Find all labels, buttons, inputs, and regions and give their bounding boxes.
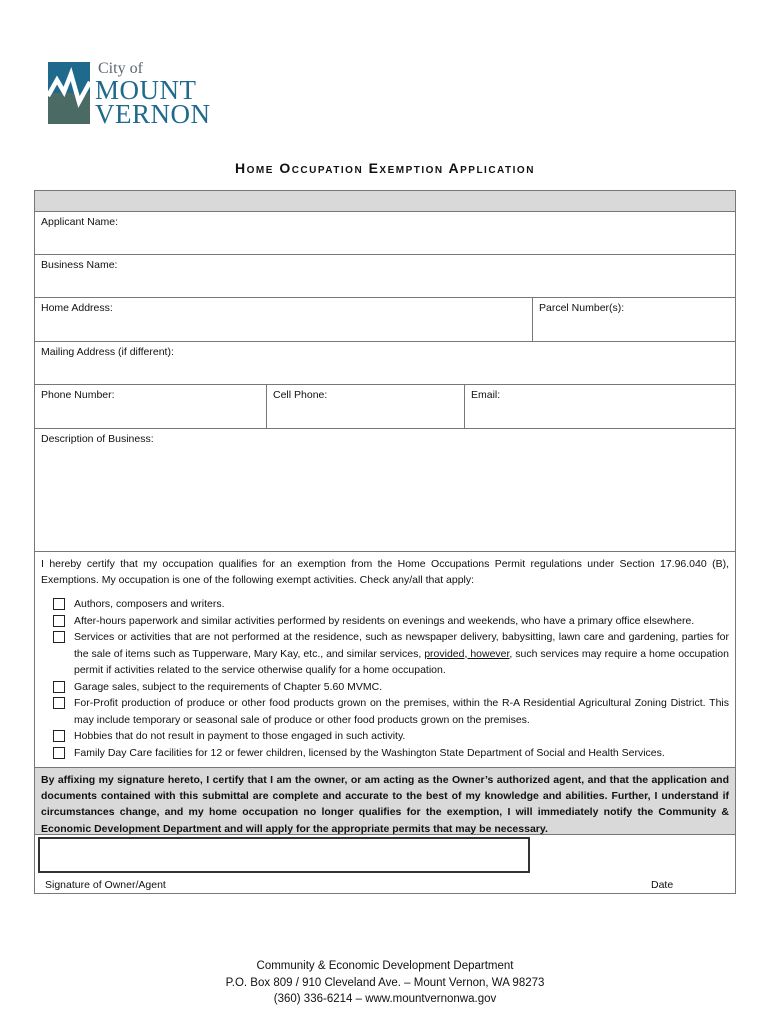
mailing-address-field[interactable] [35, 342, 735, 384]
checkbox-day-care[interactable] [53, 747, 65, 759]
home-address-field[interactable] [35, 298, 533, 341]
footer-contact: (360) 336-6214 – www.mountvernonwa.gov [273, 993, 497, 1005]
business-name-label: Business Name: [41, 259, 118, 271]
logo-mount: MOUNT [95, 75, 197, 105]
application-form [34, 190, 736, 894]
applicant-name-row [35, 212, 735, 255]
option-text [74, 629, 729, 679]
exemption-options [41, 596, 729, 761]
option-text: For-Profit production of produce or other food products grown on the premises, within the R-A Residential Agricultural Zoning District. This may include temporary or seasonal sale of produce or other food products grown on the premises. [74, 697, 729, 726]
certify-intro: I hereby certify that my occupation qualifies for an exemption from the Home Occupations Permit regulations under Section 17.96.040 (B), Exemptions. My occupation is one of the following exempt activities. Check any/all that apply: [41, 558, 729, 586]
applicant-name-field[interactable] [35, 212, 735, 254]
option-garage-sales [53, 679, 729, 696]
checkbox-hobbies[interactable] [53, 730, 65, 742]
description-row [35, 429, 735, 552]
footer-address: P.O. Box 809 / 910 Cleveland Ave. – Mount Vernon, WA 98273 [225, 976, 545, 989]
cell-phone-field[interactable] [267, 385, 465, 428]
checkbox-authors[interactable] [53, 598, 65, 610]
option-after-hours [53, 613, 729, 630]
city-logo [40, 52, 215, 137]
business-name-field[interactable] [35, 255, 735, 297]
applicant-name-label: Applicant Name: [41, 216, 119, 228]
option-text: Family Day Care facilities for 12 or fewer children, licensed by the Washington State Department of Social and Health Services. [74, 746, 665, 759]
contact-row [35, 385, 735, 429]
certification-section [35, 552, 735, 768]
signature-label: Signature of Owner/Agent [45, 879, 166, 891]
logo-city-of: City of [98, 60, 143, 77]
parcel-numbers-field[interactable] [533, 298, 735, 341]
option-services [53, 629, 729, 679]
mountain-logo-icon [48, 62, 90, 124]
header-band [35, 191, 735, 212]
description-field[interactable] [35, 429, 735, 551]
footer [0, 958, 770, 1008]
option-services-pre: Services or activities that are not performed at the residence, such as newspaper delivery, babysitting, lawn care and gardening, parties for the sale of items such as Tupperware, Mary Kay, etc., and similar services, [74, 631, 729, 660]
description-label: Description of Business: [41, 433, 154, 445]
option-services-post: such services may require a home occupation permit if activities related to the service otherwise qualify for a home occupation. [74, 647, 729, 676]
checkbox-services[interactable] [53, 631, 65, 643]
signature-section [35, 835, 735, 893]
option-authors [53, 596, 729, 613]
page-title: Home Occupation Exemption Application [235, 160, 535, 176]
email-field[interactable] [465, 385, 735, 428]
option-text: After-hours paperwork and similar activities performed by residents on evenings and weekends, who have a primary office elsewhere. [74, 614, 695, 627]
option-produce [53, 695, 729, 728]
parcel-numbers-label: Parcel Number(s): [539, 302, 625, 314]
option-text: Authors, composers and writers. [74, 598, 225, 610]
business-name-row [35, 255, 735, 298]
affirmation-statement: By affixing my signature hereto, I certify that I am the owner, or am acting as the Owner’s authorized agent, and that the application and documents contained with this submittal are complete and accurate to the best of my knowledge and abilities. Further, I understand if circumstances change, and my home occupation no longer qualifies for the exemption, I will immediately notify the Community & Economic Development Department and will apply for the appropriate permits that may be necessary. [35, 768, 735, 835]
phone-number-field[interactable] [35, 385, 267, 428]
date-label: Date [651, 879, 674, 891]
footer-department: Community & Economic Development Department [256, 960, 514, 972]
checkbox-garage-sales[interactable] [53, 681, 65, 693]
cell-phone-label: Cell Phone: [273, 389, 328, 401]
checkbox-after-hours[interactable] [53, 615, 65, 627]
mailing-address-row [35, 342, 735, 385]
option-hobbies [53, 728, 729, 745]
home-address-label: Home Address: [41, 302, 113, 314]
logo-vernon: VERNON [95, 99, 211, 129]
option-services-underline: provided, however, [424, 647, 513, 660]
option-day-care [53, 745, 729, 762]
home-address-row [35, 298, 735, 342]
signature-field[interactable] [38, 837, 530, 873]
email-label: Email: [471, 389, 501, 401]
option-text: Garage sales, subject to the requirements of Chapter 5.60 MVMC. [74, 680, 383, 693]
option-text: Hobbies that do not result in payment to those engaged in such activity. [74, 730, 406, 742]
mailing-address-label: Mailing Address (if different): [41, 346, 174, 358]
checkbox-produce[interactable] [53, 697, 65, 709]
phone-number-label: Phone Number: [41, 389, 115, 401]
